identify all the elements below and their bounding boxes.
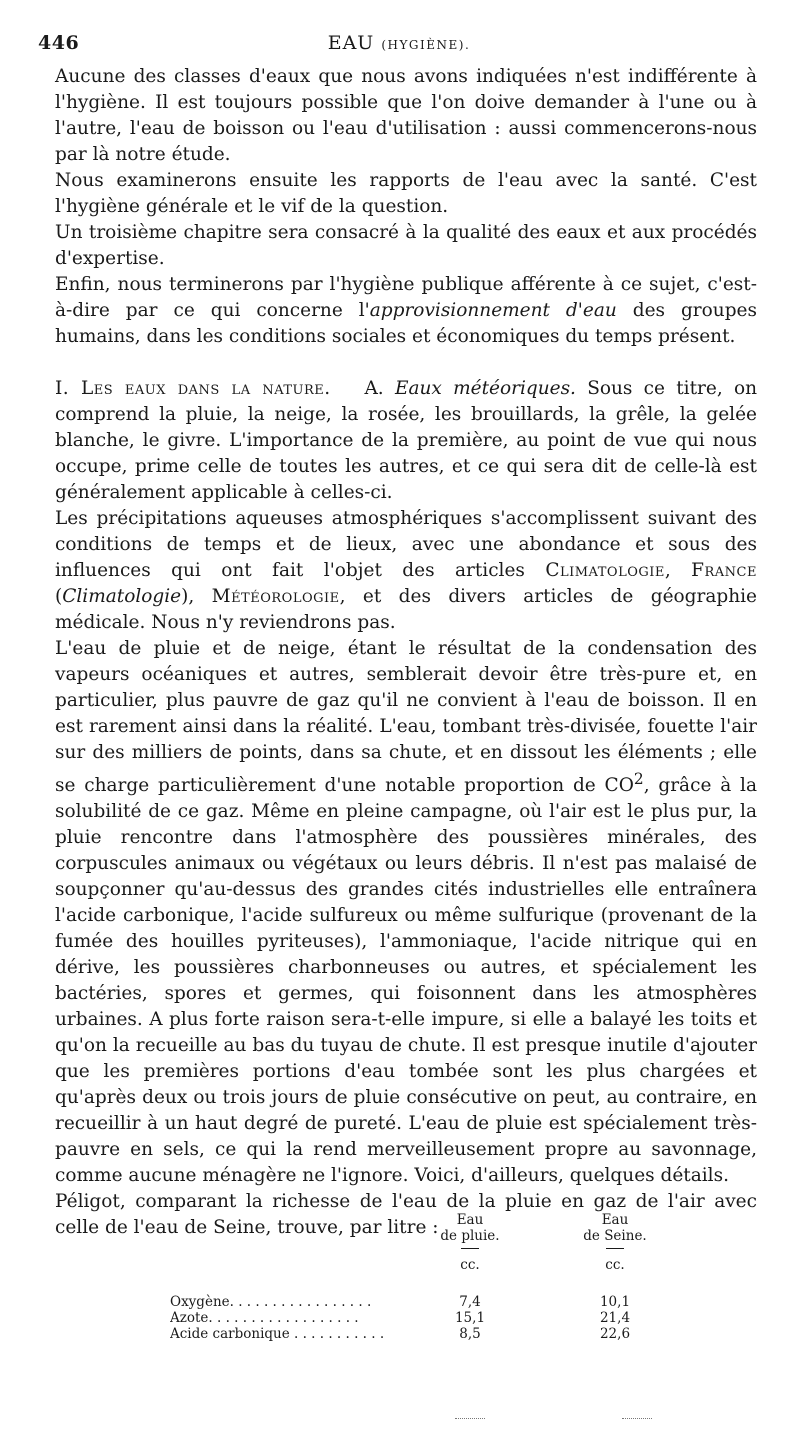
running-title-main: EAU xyxy=(327,32,375,54)
paragraph: Nous examinerons ensuite les rapports de l'eau avec la santé. C'est l'hygiène générale et le vif de la question. xyxy=(55,170,757,217)
article-reference: Météorologie xyxy=(211,586,340,607)
column-header-rain xyxy=(415,1212,525,1273)
column-header-line: de Seine. xyxy=(583,1228,647,1244)
unit-label: cc. xyxy=(460,1257,480,1273)
section-heading: I. Les eaux dans la nature. xyxy=(55,378,331,399)
section-paragraph xyxy=(55,376,757,506)
page-number: 446 xyxy=(38,32,80,54)
article-reference: Climatologie xyxy=(545,560,665,581)
superscript: 2 xyxy=(633,770,644,788)
text-run: ), xyxy=(181,586,212,607)
running-title xyxy=(38,32,760,54)
cell-seine: 22,6 xyxy=(599,1326,631,1342)
cell-rain: 7,4 xyxy=(459,1294,481,1310)
paragraph xyxy=(55,636,757,1189)
italic-term: Climatologie xyxy=(62,586,182,607)
column-header-seine xyxy=(560,1212,670,1273)
paragraph: Aucune des classes d'eaux que nous avons indiquées n'est indifférente à l'hygiène. Il est toujours possible que l'on doive demander à l'une ou à l'autre, l'eau de boisson ou l'eau d'utilisation : aussi commencerons-nous par là notre étude. xyxy=(55,66,757,165)
text-run: Enfin, nous terminerons par l'hygiène publique afférente à ce sujet, c'est-à-dire par ce qui concerne l' xyxy=(55,274,757,321)
text-run: , grâce à la solubilité de ce gaz. Même en pleine campagne, où l'air est le plus pur, la pluie rencontre dans l'atmosphère des poussières minérales, des corpuscules animaux ou végétaux ou leurs débris. Il n'est pas malaisé de soupçonner qu'au-dessus des grandes cités industrielles elle entraînera l'acide carbonique, l'acide sulfureux ou même sulfurique (provenant de la fumée des houilles pyriteuses), l'ammoniaque, l'acide nitrique qui en dérive, les poussières charbonneuses ou autres, et spécialement les bactéries, spores et germes, qui foisonnent dans les atmosphères urbaines. A plus forte raison sera-t-elle impure, si elle a balayé les toits et qu'on la recueille au bas du tuyau de chute. Il est presque inutile d'ajouter que les premières portions d'eau tombée sont les plus chargées et qu'après deux ou trois jours de pluie consécutive on peut, au contraire, en recueillir à un haut degré de pureté. L'eau de pluie est spécialement très-pauvre en sels, ce qui la rend merveilleusement propre au savonnage, comme aucune ménagère ne l'ignore. Voici, d'ailleurs, quelques détails. xyxy=(55,775,757,1187)
unit-label: cc. xyxy=(605,1257,625,1273)
text-run: des groupes humains, dans les conditions sociales et économiques du temps présent. xyxy=(55,300,757,347)
paragraph: Un troisième chapitre sera consacré à la qualité des eaux et aux procédés d'expertise. xyxy=(55,222,757,269)
text-run: Sous ce titre, on comprend la pluie, la neige, la rosée, les brouillards, la grêle, la gelée blanche, le givre. L'importance de la première, au point de vue qui nous occupe, prime celle de toutes les autres, et ce qui sera dit de celle-là est généralement applicable à celles-ci. xyxy=(55,378,758,503)
page-header xyxy=(38,32,760,60)
footer-rule xyxy=(622,1418,652,1419)
paragraph xyxy=(55,506,757,636)
subsection-letter: A. xyxy=(364,378,384,399)
cell-seine: 21,4 xyxy=(599,1310,631,1326)
article-reference: France xyxy=(691,560,757,581)
dash-rule xyxy=(461,1248,479,1249)
subsection-title: Eaux météoriques. xyxy=(394,378,576,399)
italic-term: approvisionnement d'eau xyxy=(369,300,617,321)
text-run: Les précipitations aqueuses atmosphériques s'accomplissent suivant des conditions de temps et de lieux, avec une abondance et sous des influences qui ont fait l'objet des articles xyxy=(55,508,757,581)
column-header-line: de pluie. xyxy=(440,1228,500,1244)
paragraph xyxy=(55,272,757,350)
column-header-line: Eau xyxy=(601,1212,629,1228)
row-label: Acide carbonique . . . . . . . . . . . xyxy=(170,1326,385,1342)
text-run: , et des divers articles de géographie médicale. Nous n'y reviendrons pas. xyxy=(55,586,757,633)
table-row xyxy=(170,1294,690,1310)
cell-rain: 8,5 xyxy=(459,1326,481,1342)
text-run: ( xyxy=(55,586,63,607)
table-row xyxy=(170,1326,690,1342)
dash-rule xyxy=(606,1248,624,1249)
row-label: Azote. . . . . . . . . . . . . . . . . . xyxy=(170,1310,359,1326)
cell-rain: 15,1 xyxy=(454,1310,486,1326)
text-run: , xyxy=(664,560,692,581)
cell-seine: 10,1 xyxy=(599,1294,631,1310)
running-title-subject: (HYGIÈNE). xyxy=(381,38,471,52)
body-text xyxy=(55,64,757,1241)
paragraph: Péligot, comparant la richesse de l'eau de la pluie en gaz de l'air avec celle de l'eau de Seine, trouve, par litre : xyxy=(55,1191,757,1239)
table-row xyxy=(170,1310,690,1326)
footer-rule xyxy=(455,1418,485,1419)
row-label: Oxygène. . . . . . . . . . . . . . . . . xyxy=(170,1294,372,1310)
text-run: L'eau de pluie et de neige, étant le résultat de la condensation des vapeurs océaniques et autres, semblerait devoir être très-pure et, en particulier, plus pauvre de gaz qu'il ne convient à l'eau de boisson. Il en est rarement ainsi dans la réalité. L'eau, tombant très-divisée, fouette l'air sur des milliers de points, dans sa chute, et en dissout les éléments ; elle se charge particulièrement d'une notable proportion de CO xyxy=(55,638,757,797)
column-header-line: Eau xyxy=(456,1212,484,1228)
